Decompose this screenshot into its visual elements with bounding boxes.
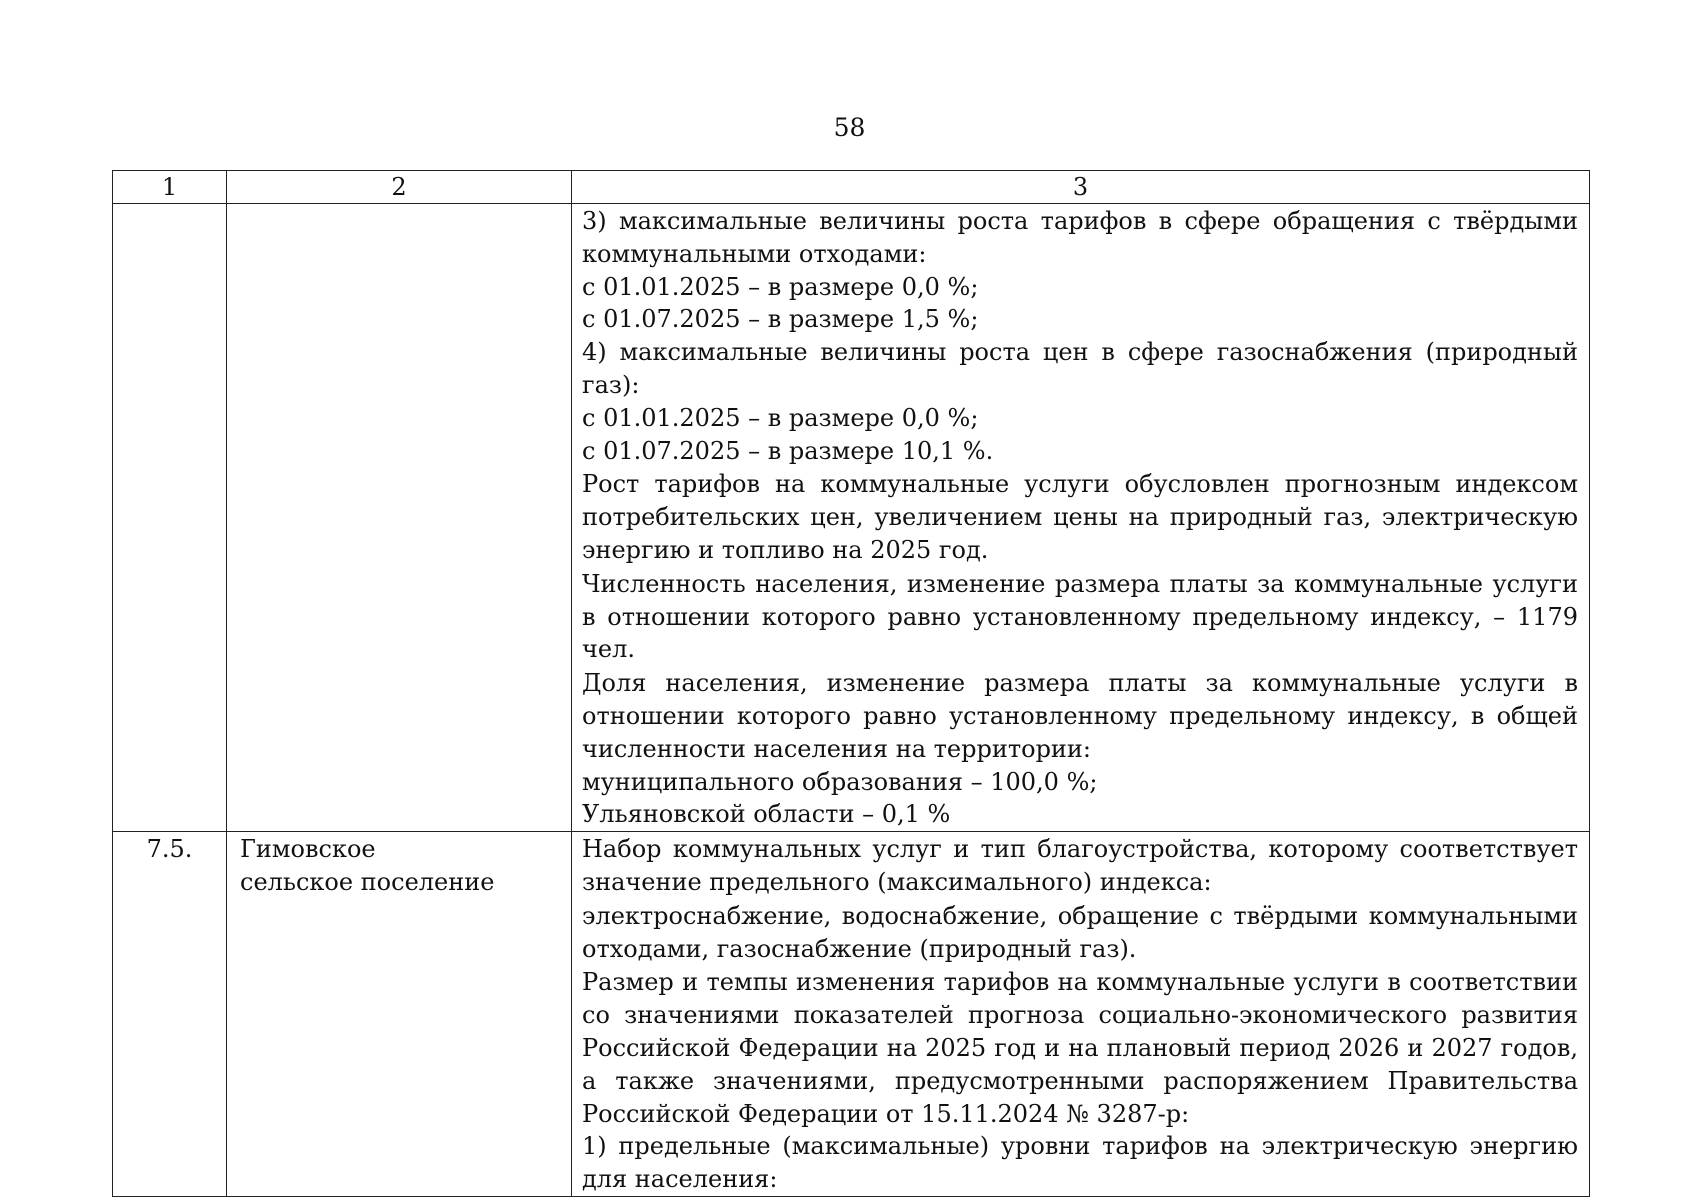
paragraph-population-count: Численность населения, изменение размера платы за коммунальные услуги в отношении которого равно установленному предельному индексу, – 1179 чел. — [582, 569, 1578, 664]
column-header-2: 2 — [227, 171, 572, 204]
column-header-1: 1 — [113, 171, 227, 204]
table-row — [113, 204, 1590, 832]
paragraph-gas-jan: с 01.01.2025 – в размере 0,0 %; — [582, 403, 979, 432]
paragraph-tariff-size: Размер и темпы изменения тарифов на коммунальные услуги в соответствии со значениями показателей прогноза социально-экономического развития Российской Федерации на 2025 год и на плановый период 2026 и 2027 годов, а также значениями, предусмотренными распоряжением Правительства Российской Федерации от 15.11.2024 № 3287-р: — [582, 968, 1578, 1128]
paragraph-gas-heading: 4) максимальные величины роста цен в сфере газоснабжения (природный газ): — [582, 338, 1578, 399]
column-header-3: 3 — [572, 171, 1590, 204]
tariff-table — [112, 170, 1590, 1197]
description-cell — [572, 204, 1590, 832]
municipality-name-cell — [227, 204, 572, 832]
page-number: 58 — [833, 113, 866, 142]
row-number-cell: 7.5. — [113, 832, 227, 1197]
municipality-name-line: Гимовское — [240, 835, 376, 864]
paragraph-electricity-tariffs: 1) предельные (максимальные) уровни тарифов на электрическую энергию для населения: — [582, 1132, 1578, 1194]
paragraph-msw-jan: с 01.01.2025 – в размере 0,0 %; — [582, 272, 979, 301]
paragraph-msw-tariff-heading: 3) максимальные величины роста тарифов в сфере обращения с твёрдыми коммунальными отходами: — [582, 207, 1578, 268]
municipality-name-line: сельское поселение — [240, 868, 495, 897]
municipality-name-cell — [227, 832, 572, 1197]
row-number-cell — [113, 204, 227, 832]
paragraph-region-share: Ульяновской области – 0,1 % — [582, 800, 951, 829]
paragraph-gas-jul: с 01.07.2025 – в размере 10,1 %. — [582, 436, 994, 465]
table-row — [113, 832, 1590, 1197]
paragraph-services-list: электроснабжение, водоснабжение, обращение с твёрдыми коммунальными отходами, газоснабжение (природный газ). — [582, 901, 1578, 963]
paragraph-msw-jul: с 01.07.2025 – в размере 1,5 %; — [582, 305, 979, 334]
paragraph-services-set: Набор коммунальных услуг и тип благоустройства, которому соответствует значение предельного (максимального) индекса: — [582, 835, 1578, 896]
description-cell — [572, 832, 1590, 1197]
paragraph-municipality-share: муниципального образования – 100,0 %; — [582, 767, 1098, 796]
paragraph-population-share: Доля населения, изменение размера платы за коммунальные услуги в отношении которого равно установленному предельному индексу, в общей численности населения на территории: — [582, 669, 1578, 763]
table-header-row — [113, 171, 1590, 204]
paragraph-growth-reason: Рост тарифов на коммунальные услуги обусловлен прогнозным индексом потребительских цен, увеличением цены на природный газ, электрическую энергию и топливо на 2025 год. — [582, 470, 1578, 564]
